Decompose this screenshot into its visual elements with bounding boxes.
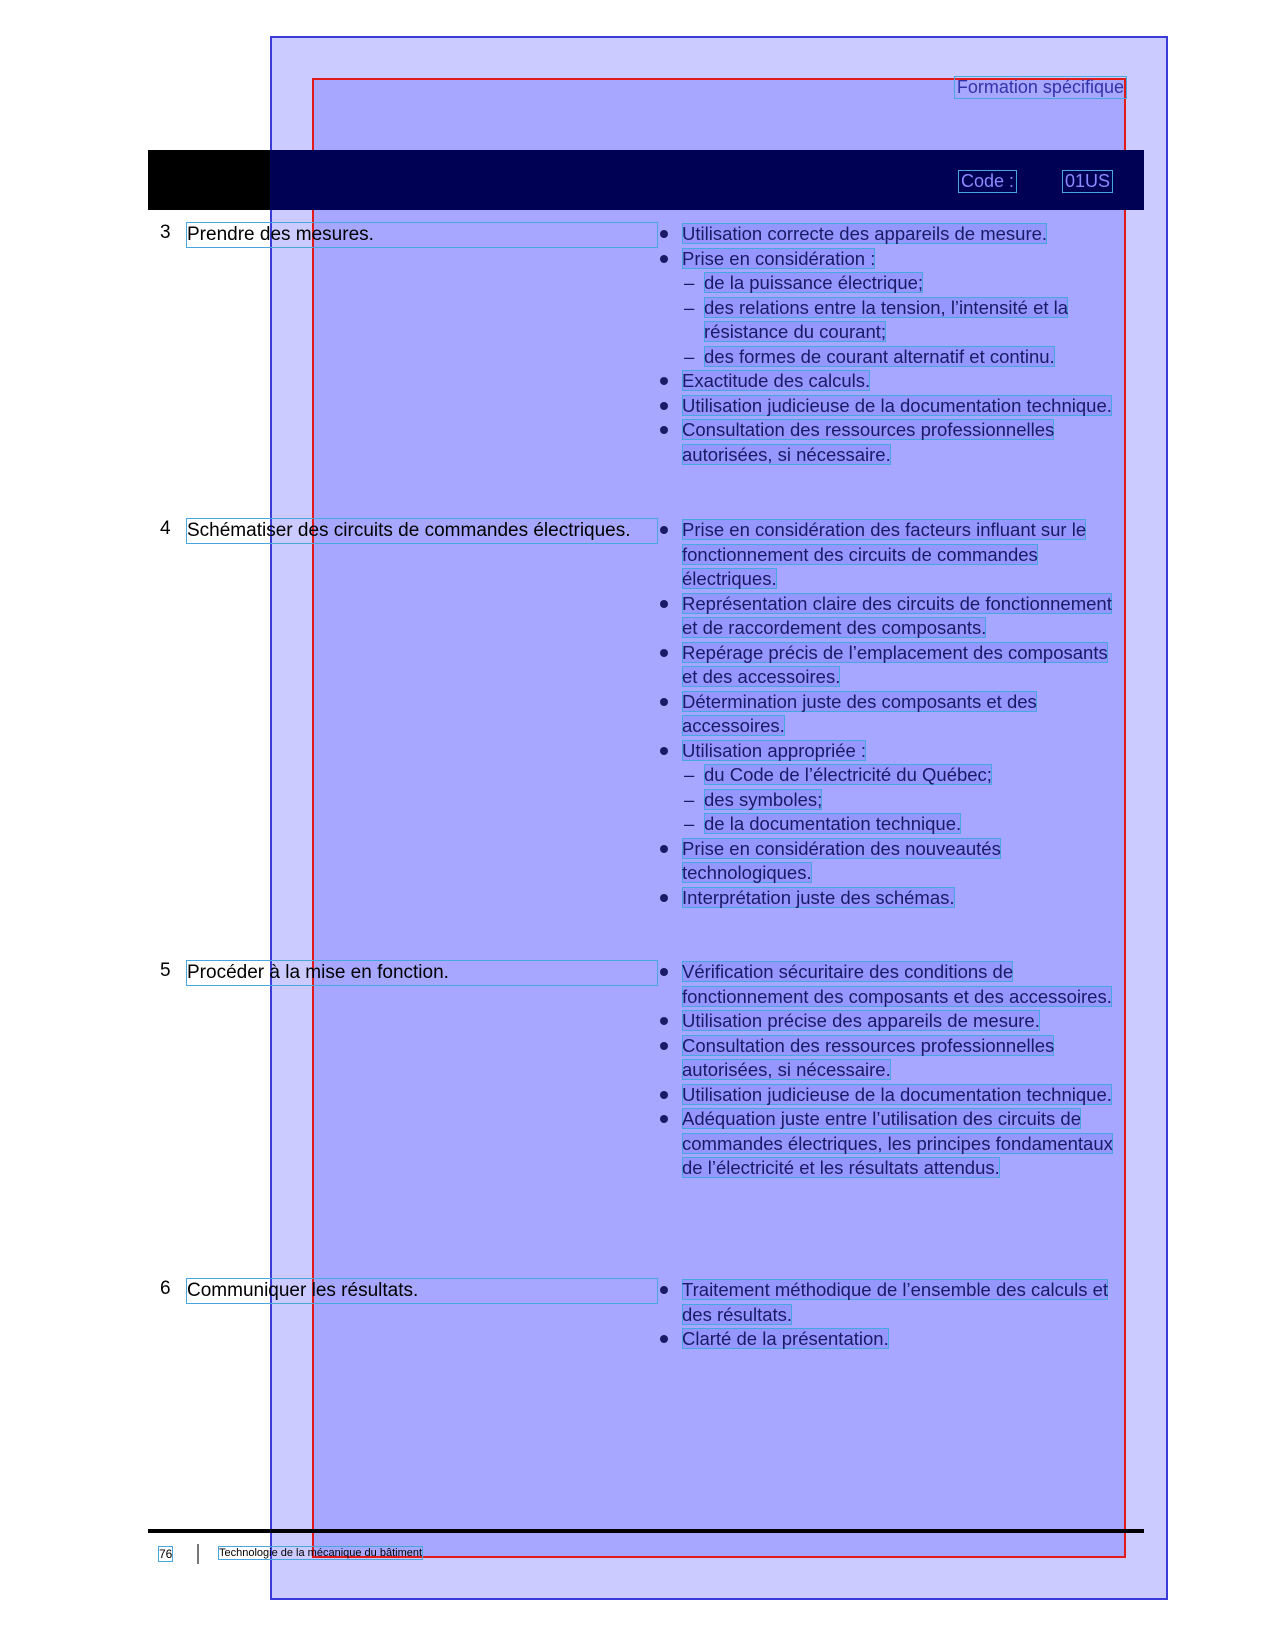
criterion: Consultation des ressources professionnelles autorisées, si nécessaire.	[660, 1034, 1120, 1083]
bullet-icon	[660, 1115, 668, 1123]
criterion: Utilisation judicieuse de la documentation technique.	[660, 1083, 1120, 1108]
section-label: Formation spécifique	[954, 76, 1127, 99]
criterion: Traitement méthodique de l’ensemble des calculs et des résultats.	[660, 1278, 1120, 1327]
criterion: Clarté de la présentation.	[660, 1327, 1120, 1352]
code-label: Code :	[958, 170, 1017, 193]
footer-doc-title: Technologie de la mécanique du bâtiment	[219, 1547, 423, 1559]
sub-criterion: – des symboles;	[684, 788, 823, 810]
item-title: Schématiser des circuits de commandes électriques.	[186, 518, 658, 544]
sub-criterion: – de la documentation technique.	[684, 813, 962, 834]
item-title: Prendre des mesures.	[186, 222, 658, 248]
bullet-icon	[660, 600, 668, 608]
criterion: Consultation des ressources professionnelles autorisées, si nécessaire.	[660, 418, 1120, 467]
bullet-icon	[660, 894, 668, 902]
bullet-icon	[660, 402, 668, 410]
criterion: Vérification sécuritaire des conditions de fonctionnement des composants et des accessoires.	[660, 960, 1120, 1009]
criteria-list	[660, 518, 1120, 910]
item-title: Procéder à la mise en fonction.	[186, 960, 658, 986]
code-value: 01US	[1062, 170, 1113, 193]
criterion: Utilisation appropriée :	[660, 739, 1120, 764]
criterion: Utilisation judicieuse de la documentation technique.	[660, 394, 1120, 419]
item-number: 3	[160, 222, 171, 243]
criterion: Exactitude des calculs.	[660, 369, 1120, 394]
bullet-icon	[660, 377, 668, 385]
criteria-list	[660, 222, 1120, 467]
criterion: Prise en considération :	[660, 247, 1120, 272]
bullet-icon	[660, 1335, 668, 1343]
criterion: Interprétation juste des schémas.	[660, 886, 1120, 911]
criterion: Utilisation correcte des appareils de mesure.	[660, 222, 1120, 247]
sub-criterion: – de la puissance électrique;	[684, 272, 924, 293]
sub-criterion: – des formes de courant alternatif et continu.	[684, 345, 1055, 367]
bullet-icon	[660, 1091, 668, 1099]
bullet-icon	[660, 845, 668, 853]
criterion: Prise en considération des nouveautés technologiques.	[660, 837, 1120, 886]
footer-rule	[148, 1529, 1144, 1533]
criterion: Utilisation précise des appareils de mesure.	[660, 1009, 1120, 1034]
criterion: Adéquation juste entre l’utilisation des circuits de commandes électriques, les principes fondamentaux de l’électricité et les résultats attendus.	[660, 1107, 1120, 1181]
bullet-icon	[660, 1286, 668, 1294]
bullet-icon	[660, 255, 668, 263]
item-number: 5	[160, 960, 171, 981]
bullet-icon	[660, 747, 668, 755]
item-number: 4	[160, 518, 171, 539]
item-title: Communiquer les résultats.	[186, 1278, 658, 1304]
bullet-icon	[660, 698, 668, 706]
bullet-icon	[660, 526, 668, 534]
bullet-icon	[660, 1042, 668, 1050]
page-number: 76	[159, 1547, 173, 1561]
bullet-icon	[660, 230, 668, 238]
criterion: Détermination juste des composants et des accessoires.	[660, 690, 1120, 739]
criteria-list	[660, 960, 1120, 1181]
sub-criterion: – des relations entre la tension, l’intensité et la résistance du courant;	[684, 296, 1069, 342]
header-band-left	[148, 150, 270, 210]
criterion: Repérage précis de l’emplacement des composants et des accessoires.	[660, 641, 1120, 690]
sub-criterion: – du Code de l’électricité du Québec;	[684, 764, 992, 785]
item-number: 6	[160, 1278, 171, 1299]
bullet-icon	[660, 968, 668, 976]
criterion: Représentation claire des circuits de fonctionnement et de raccordement des composants.	[660, 592, 1120, 641]
bullet-icon	[660, 1017, 668, 1025]
footer-separator	[197, 1544, 199, 1564]
bullet-icon	[660, 649, 668, 657]
bullet-icon	[660, 426, 668, 434]
criterion: Prise en considération des facteurs influant sur le fonctionnement des circuits de commandes électriques.	[660, 518, 1120, 592]
criteria-list	[660, 1278, 1120, 1352]
